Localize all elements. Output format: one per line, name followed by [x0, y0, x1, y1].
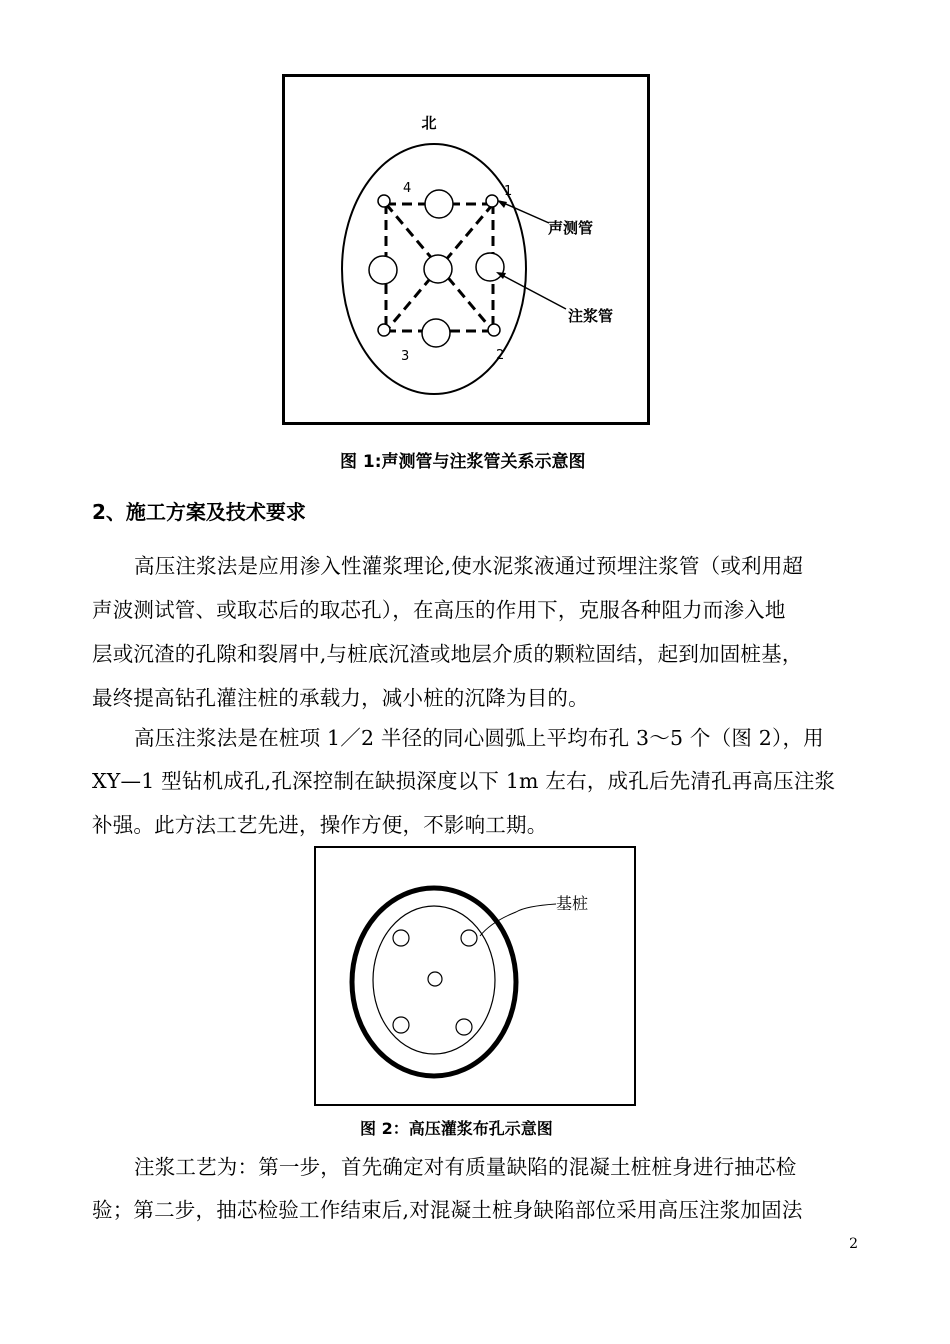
sonic-tube-4: [378, 195, 390, 207]
north-label: 北: [421, 114, 437, 132]
figure-1-frame: [282, 74, 650, 425]
grout-tube-center: [424, 255, 452, 283]
grout-hole-bottom-left: [393, 1017, 409, 1033]
tube-number-2: 2: [496, 348, 505, 363]
sonic-tube-2: [488, 324, 500, 336]
sonic-pointer-line: [499, 201, 549, 223]
sonic-tube-3: [378, 324, 390, 336]
grout-tube-label: 注浆管: [568, 307, 614, 325]
paragraph-3-line: 注浆工艺为：第一步，首先确定对有质量缺陷的混凝土桩桩身进行抽芯检: [134, 1155, 797, 1179]
paragraph-2-line: XY—1 型钻机成孔,孔深控制在缺损深度以下 1m 左右，成孔后先清孔再高压注浆: [92, 769, 836, 793]
grout-pointer-line: [498, 273, 566, 309]
figure-2-caption: 图 2：高压灌浆布孔示意图: [360, 1119, 553, 1138]
paragraph-2-line: 补强。此方法工艺先进，操作方便，不影响工期。: [92, 813, 548, 837]
paragraph-1-line: 声波测试管、或取芯后的取芯孔），在高压的作用下，克服各种阻力而渗入地: [92, 598, 786, 622]
page-number: 2: [849, 1236, 858, 1252]
grout-hole-top-left: [393, 930, 409, 946]
paragraph-3-line: 验；第二步，抽芯检验工作结束后,对混凝土桩身缺陷部位采用高压注浆加固法: [92, 1198, 803, 1222]
figure-1-caption: 图 1:声测管与注浆管关系示意图: [340, 452, 586, 472]
tube-number-1: 1: [504, 184, 513, 199]
paragraph-1-line: 高压注浆法是应用渗入性灌浆理论,使水泥浆液通过预埋注浆管（或利用超: [134, 554, 804, 578]
figure-2-frame: [314, 846, 636, 1106]
figure-2-diagram: [316, 848, 634, 1104]
tube-number-4: 4: [403, 181, 412, 196]
pile-label: 基桩: [556, 894, 589, 913]
grout-hole-center: [428, 972, 442, 986]
grout-tube-bottom: [422, 319, 450, 347]
paragraph-1-line: 最终提高钻孔灌注桩的承载力，减小桩的沉降为目的。: [92, 686, 589, 710]
grout-tube-left: [369, 256, 397, 284]
grout-hole-top-right: [461, 930, 477, 946]
grout-tube-top: [425, 190, 453, 218]
section-heading: 2、施工方案及技术要求: [92, 500, 306, 524]
sonic-tube-1: [486, 195, 498, 207]
pile-pointer-line: [480, 904, 556, 936]
sonic-pointer-arrowhead: [497, 200, 507, 208]
figure-1-diagram: [285, 77, 647, 422]
grout-hole-bottom-right: [456, 1019, 472, 1035]
paragraph-2-line: 高压注浆法是在桩项 1／2 半径的同心圆弧上平均布孔 3～5 个（图 2），用: [134, 726, 824, 750]
paragraph-1-line: 层或沉渣的孔隙和裂屑中,与桩底沉渣或地层介质的颗粒固结，起到加固桩基，: [92, 642, 803, 666]
grout-tube-right: [476, 253, 504, 281]
tube-number-3: 3: [401, 349, 410, 364]
sonic-tube-label: 声测管: [548, 219, 594, 237]
